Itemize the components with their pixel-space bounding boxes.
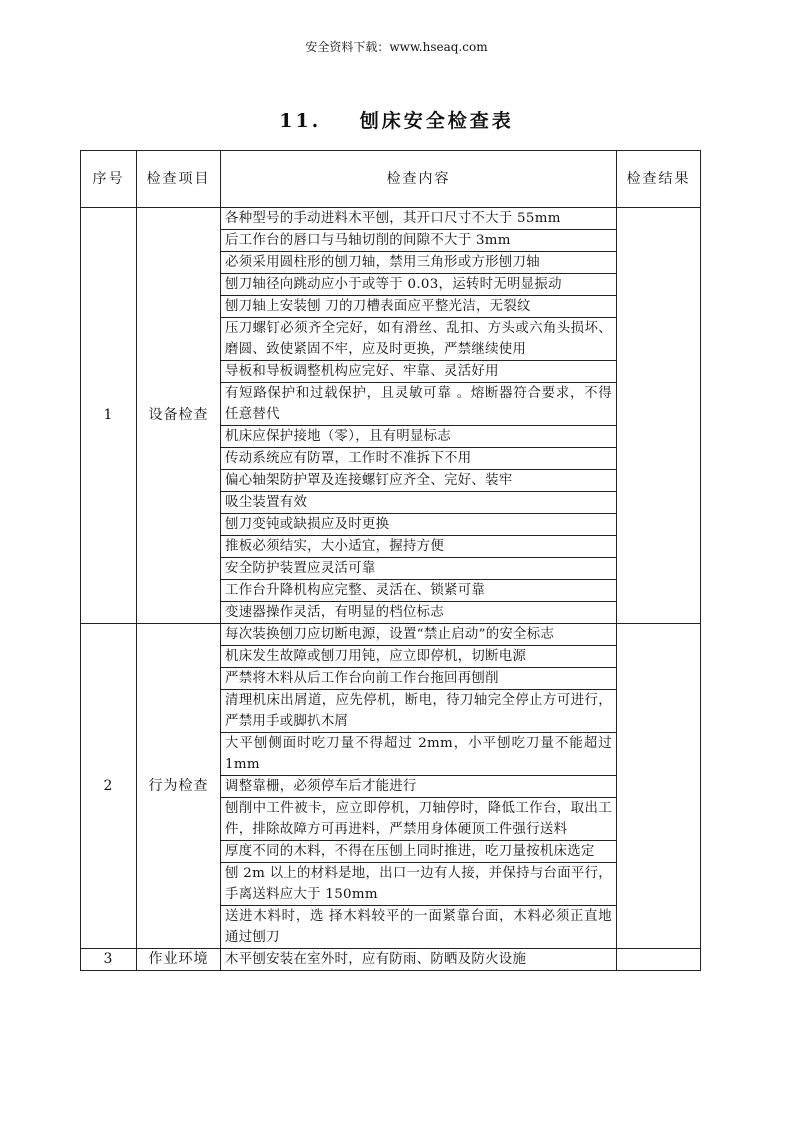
check-content-cell: 厚度不同的木料，不得在压刨上同时推进，吃刀量按机床选定 <box>221 841 617 863</box>
check-content-cell: 变速器操作灵活，有明显的档位标志 <box>221 602 617 624</box>
check-content-cell: 机床应保护接地（零），且有明显标志 <box>221 426 617 448</box>
table-body <box>81 208 701 971</box>
check-content-cell: 推板必须结实，大小适宜，握持方便 <box>221 536 617 558</box>
check-content-cell: 机床发生故障或刨刀用钝，应立即停机，切断电源 <box>221 646 617 668</box>
table-row <box>81 208 701 230</box>
col-header-result: 检查结果 <box>617 151 701 208</box>
check-content-cell: 吸尘装置有效 <box>221 492 617 514</box>
col-header-item: 检查项目 <box>137 151 221 208</box>
check-content-cell: 压刀螺钉必须齐全完好，如有滑丝、乱扣、方头或六角头损坏、磨圆、致使紧固不牢，应及时更换，严禁继续使用 <box>221 318 617 361</box>
table-row <box>81 949 701 971</box>
row-number-cell: 1 <box>81 208 137 624</box>
check-content-cell: 偏心轴架防护罩及连接螺钉应齐全、完好、装牢 <box>221 470 617 492</box>
title-text: 刨床安全检查表 <box>359 110 514 132</box>
check-content-cell: 刨 2m 以上的材料是地，出口一边有人接，并保持与台面平行，手离送料应大于 150mm <box>221 863 617 906</box>
table-header-row <box>81 151 701 208</box>
check-content-cell: 有短路保护和过载保护，且灵敏可靠 。熔断器符合要求，不得任意替代 <box>221 383 617 426</box>
check-content-cell: 导板和导板调整机构应完好、牢靠、灵活好用 <box>221 361 617 383</box>
check-result-cell[interactable] <box>617 208 701 624</box>
check-content-cell: 送进木料时，选 择木料较平的一面紧靠台面，木料必须正直地通过刨刀 <box>221 906 617 949</box>
check-content-cell: 后工作台的唇口与马轴切削的间隙不大于 3mm <box>221 230 617 252</box>
check-content-cell: 刨削中工件被卡，应立即停机，刀轴停时，降低工作台，取出工件，排除故障方可再进料，严禁用身体硬顶工件强行送料 <box>221 798 617 841</box>
col-header-number: 序号 <box>81 151 137 208</box>
category-cell: 行为检查 <box>137 624 221 949</box>
title-number: 11. <box>279 110 322 132</box>
category-cell: 设备检查 <box>137 208 221 624</box>
check-content-cell: 工作台升降机构应完整、灵活在、锁紧可靠 <box>221 580 617 602</box>
page-header: 安全资料下载：www.hseaq.com <box>305 40 488 54</box>
check-content-cell: 刨刀变钝或缺损应及时更换 <box>221 514 617 536</box>
check-content-cell: 木平刨安装在室外时，应有防雨、防晒及防火设施 <box>221 949 617 971</box>
check-content-cell: 大平刨侧面时吃刀量不得超过 2mm，小平刨吃刀量不能超过 1mm <box>221 733 617 776</box>
inspection-table <box>80 150 701 971</box>
col-header-content: 检查内容 <box>221 151 617 208</box>
check-result-cell[interactable] <box>617 949 701 971</box>
check-content-cell: 调整靠栅，必须停车后才能进行 <box>221 776 617 798</box>
check-content-cell: 每次装换刨刀应切断电源，设置“禁止启动”的安全标志 <box>221 624 617 646</box>
table-row <box>81 624 701 646</box>
category-cell: 作业环境 <box>137 949 221 971</box>
check-content-cell: 安全防护装置应灵活可靠 <box>221 558 617 580</box>
check-content-cell: 清理机床出屑道，应先停机，断电，待刀轴完全停止方可进行，严禁用手或脚扒木屑 <box>221 690 617 733</box>
check-content-cell: 严禁将木料从后工作台向前工作台拖回再刨削 <box>221 668 617 690</box>
page-title <box>0 106 793 133</box>
check-content-cell: 必须采用圆柱形的刨刀轴，禁用三角形或方形刨刀轴 <box>221 252 617 274</box>
check-content-cell: 刨刀轴径向跳动应小于或等于 0.03，运转时无明显振动 <box>221 274 617 296</box>
check-content-cell: 刨刀轴上安装刨 刀的刀槽表面应平整光洁，无裂纹 <box>221 296 617 318</box>
check-content-cell: 各种型号的手动进料木平刨，其开口尺寸不大于 55mm <box>221 208 617 230</box>
row-number-cell: 2 <box>81 624 137 949</box>
check-content-cell: 传动系统应有防罩，工作时不准拆下不用 <box>221 448 617 470</box>
check-result-cell[interactable] <box>617 624 701 949</box>
row-number-cell: 3 <box>81 949 137 971</box>
